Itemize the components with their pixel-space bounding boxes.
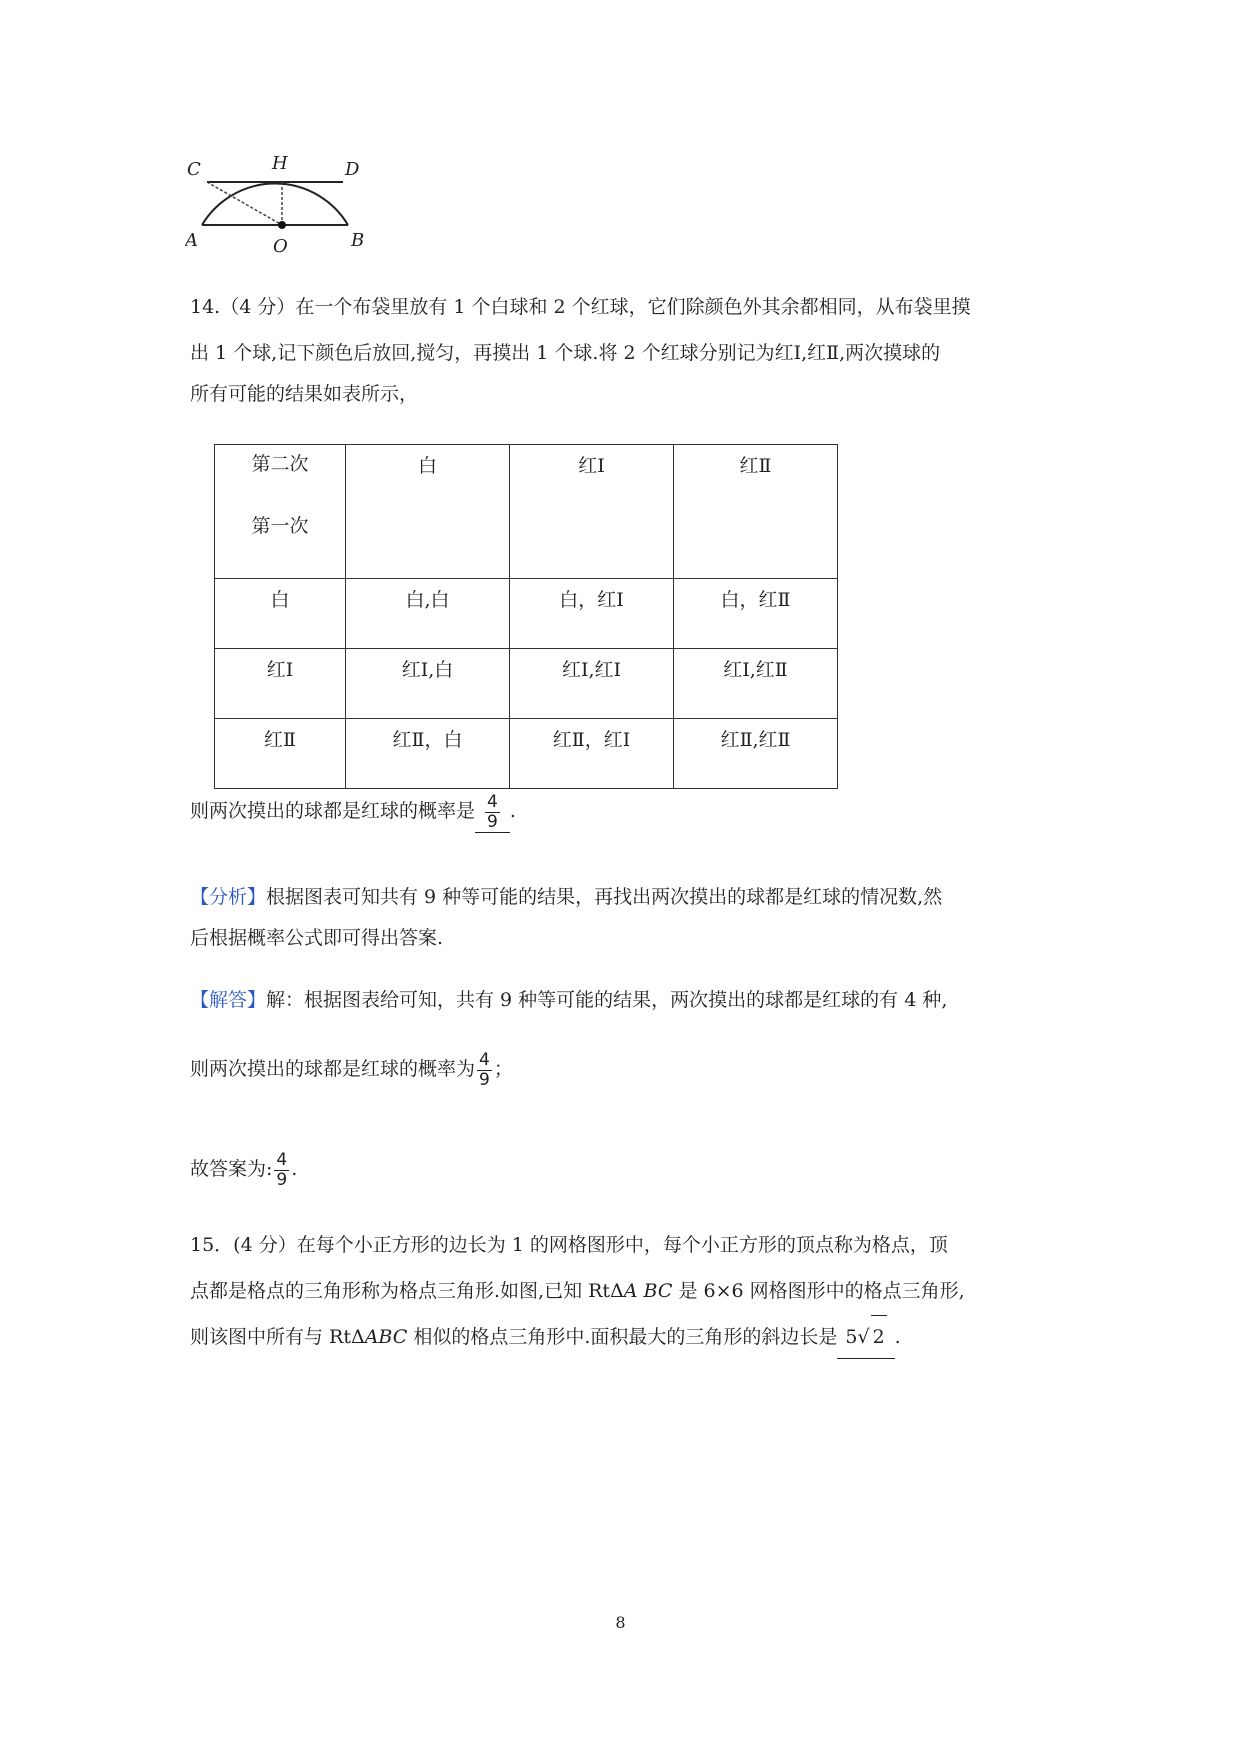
- table-row: [215, 719, 838, 789]
- column-header: 红Ⅰ: [510, 445, 674, 579]
- label-a: A: [185, 230, 198, 251]
- row-label: 白: [215, 579, 346, 649]
- row-label: 红Ⅰ: [215, 649, 346, 719]
- q14-question: 则两次摸出的球都是红球的概率是 $\frac{4}{9}$ .: [190, 791, 516, 832]
- table-cell: 白,白: [346, 579, 510, 649]
- table-header-row: [215, 445, 838, 579]
- label-o: O: [273, 236, 288, 257]
- table-cell: 红Ⅱ，红Ⅰ: [510, 719, 674, 789]
- outcome-table: [214, 444, 838, 789]
- q14-solution-3: 故答案为: $\frac{4}{9}$ .: [190, 1149, 298, 1190]
- solution-tag: 【解答】: [190, 989, 267, 1011]
- semicircle-figure: [185, 145, 385, 260]
- label-h: H: [272, 153, 288, 174]
- sqrt-icon: √: [857, 1326, 870, 1348]
- semicircle-arc: [202, 184, 348, 225]
- label-b: B: [351, 230, 365, 251]
- table-cell: 白，红Ⅰ: [510, 579, 674, 649]
- solution-fraction: $\frac{4}{9}$: [479, 1049, 490, 1090]
- analysis-tag: 【分析】: [190, 886, 267, 908]
- header-first-draw: 第一次: [251, 515, 309, 537]
- q14-line-3: 所有可能的结果如表所示，: [190, 383, 419, 405]
- q15-line-1: 15．(4 分）在每个小正方形的边长为 1 的网格图形中，每个小正方形的顶点称为格点，顶: [190, 1234, 948, 1256]
- table-cell: 红Ⅱ，白: [346, 719, 510, 789]
- answer-blank: [475, 790, 510, 833]
- q14-analysis-1: 【分析】根据图表可知共有 9 种等可能的结果，再找出两次摸出的球都是红球的情况数,然: [190, 886, 943, 908]
- label-c: C: [187, 159, 201, 180]
- q15-line-2: 点都是格点的三角形称为格点三角形.如图,已知 RtΔA BC 是 6×6 网格图形中的格点三角形,: [190, 1280, 965, 1302]
- table-cell: 红Ⅰ,红Ⅰ: [510, 649, 674, 719]
- q15-answer-blank: 5√ 2: [837, 1315, 894, 1359]
- table-cell: 红Ⅱ,红Ⅱ: [674, 719, 838, 789]
- q14-line-2: 出 1 个球,记下颜色后放回,搅匀，再摸出 1 个球.将 2 个红球分别记为红Ⅰ,红Ⅱ,两次摸球的: [190, 342, 941, 364]
- label-d: D: [345, 159, 360, 180]
- table-cell: 红Ⅰ,白: [346, 649, 510, 719]
- q14-analysis-2: 后根据概率公式即可得出答案.: [190, 927, 444, 949]
- column-header: 红Ⅱ: [674, 445, 838, 579]
- table-corner-cell: [215, 445, 346, 579]
- row-label: 红Ⅱ: [215, 719, 346, 789]
- q14-solution-1: 【解答】解：根据图表给可知，共有 9 种等可能的结果，两次摸出的球都是红球的有 4 种,: [190, 989, 948, 1011]
- header-second-draw: 第二次: [251, 453, 309, 475]
- table-cell: 白，红Ⅱ: [674, 579, 838, 649]
- q14-line-1: 14.（4 分）在一个布袋里放有 1 个白球和 2 个红球，它们除颜色外其余都相同，从布袋里摸: [190, 296, 971, 318]
- q15-line-3: 则该图中所有与 RtΔABC 相似的格点三角形中.面积最大的三角形的斜边长是 5√ 2 .: [190, 1315, 901, 1359]
- table-row: [215, 579, 838, 649]
- table-row: [215, 649, 838, 719]
- center-point-o: [278, 221, 286, 229]
- q14-solution-2: 则两次摸出的球都是红球的概率为 $\frac{4}{9}$ ；: [190, 1049, 513, 1090]
- page-number: 8: [615, 1613, 626, 1632]
- answer-fraction: $\frac{4}{9}$: [487, 791, 498, 832]
- final-answer-fraction: $\frac{4}{9}$: [276, 1149, 288, 1190]
- column-header: 白: [346, 445, 510, 579]
- table-cell: 红Ⅰ,红Ⅱ: [674, 649, 838, 719]
